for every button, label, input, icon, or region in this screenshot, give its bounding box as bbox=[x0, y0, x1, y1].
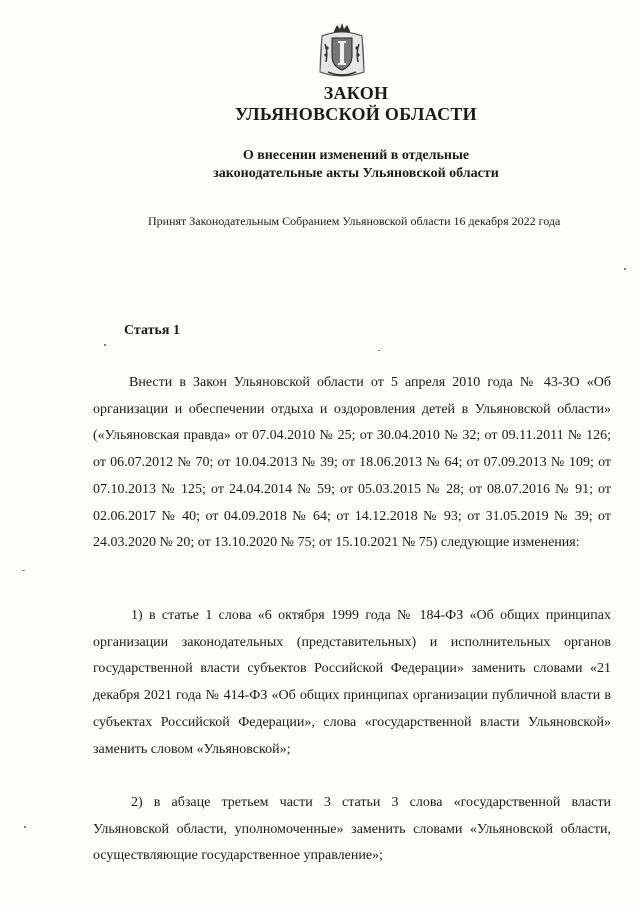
scan-speck bbox=[624, 268, 626, 270]
scan-speck bbox=[22, 570, 25, 571]
coat-of-arms-emblem bbox=[316, 22, 368, 80]
adoption-statement: Принят Законодательным Собранием Ульяновской области 16 декабря 2022 года bbox=[148, 214, 561, 228]
law-title-line2: УЛЬЯНОВСКОЙ ОБЛАСТИ bbox=[235, 104, 477, 124]
law-subject-line2: законодательные акты Ульяновской области bbox=[213, 166, 499, 181]
scan-speck bbox=[24, 826, 26, 828]
law-subject-line1: О внесении изменений в отдельные bbox=[242, 148, 470, 163]
amendment-item-1: 1) в статье 1 слова «6 октября 1999 года № 184-ФЗ «Об общих принципах организации законодательных (представительных) и исполнительных органов государственной власти субъектов Российской Федерации» заменить словами «21 декабря 2021 года № 414-ФЗ «Об общих принципах организации публичной власти в субъектах Российской Федерации», слова «государственной власти Ульяновской» заменить словом «Ульяновской»; bbox=[93, 608, 611, 757]
article-intro-paragraph: Внести в Закон Ульяновской области от 5 апреля 2010 года № 43-ЗО «Об организации и обеспечении отдыха и оздоровления детей в Ульяновской области» («Ульяновская правда» от 07.04.2010 № 25; от 30.04.2010 № 32; от 09.11.2011 № 126; от 06.07.2012 № 70; от 10.04.2013 № 39; от 18.06.2013 № 64; от 07.09.2013 № 109; от 07.10.2013 № 125; от 24.04.2014 № 59; от 05.03.2015 № 28; от 08.07.2016 № 91; от 02.06.2017 № 40; от 04.09.2018 № 64; от 14.12.2018 № 93; от 31.05.2019 № 39; от 24.03.2020 № 20; от 13.10.2020 № 75; от 15.10.2021 № 75) следующие изменения: bbox=[93, 375, 611, 551]
scan-speck bbox=[378, 350, 380, 351]
scan-speck bbox=[104, 344, 106, 346]
law-title-line1: ЗАКОН bbox=[323, 83, 389, 103]
law-title bbox=[0, 83, 640, 125]
law-subject bbox=[0, 147, 640, 183]
amendment-item-2: 2) в абзаце третьем части 3 статьи 3 слова «государственной власти Ульяновской области, уполномоченные» заменить словами «Ульяновской области, осуществляющие государственное управление»; bbox=[93, 795, 611, 864]
article-heading: Статья 1 bbox=[124, 323, 180, 338]
